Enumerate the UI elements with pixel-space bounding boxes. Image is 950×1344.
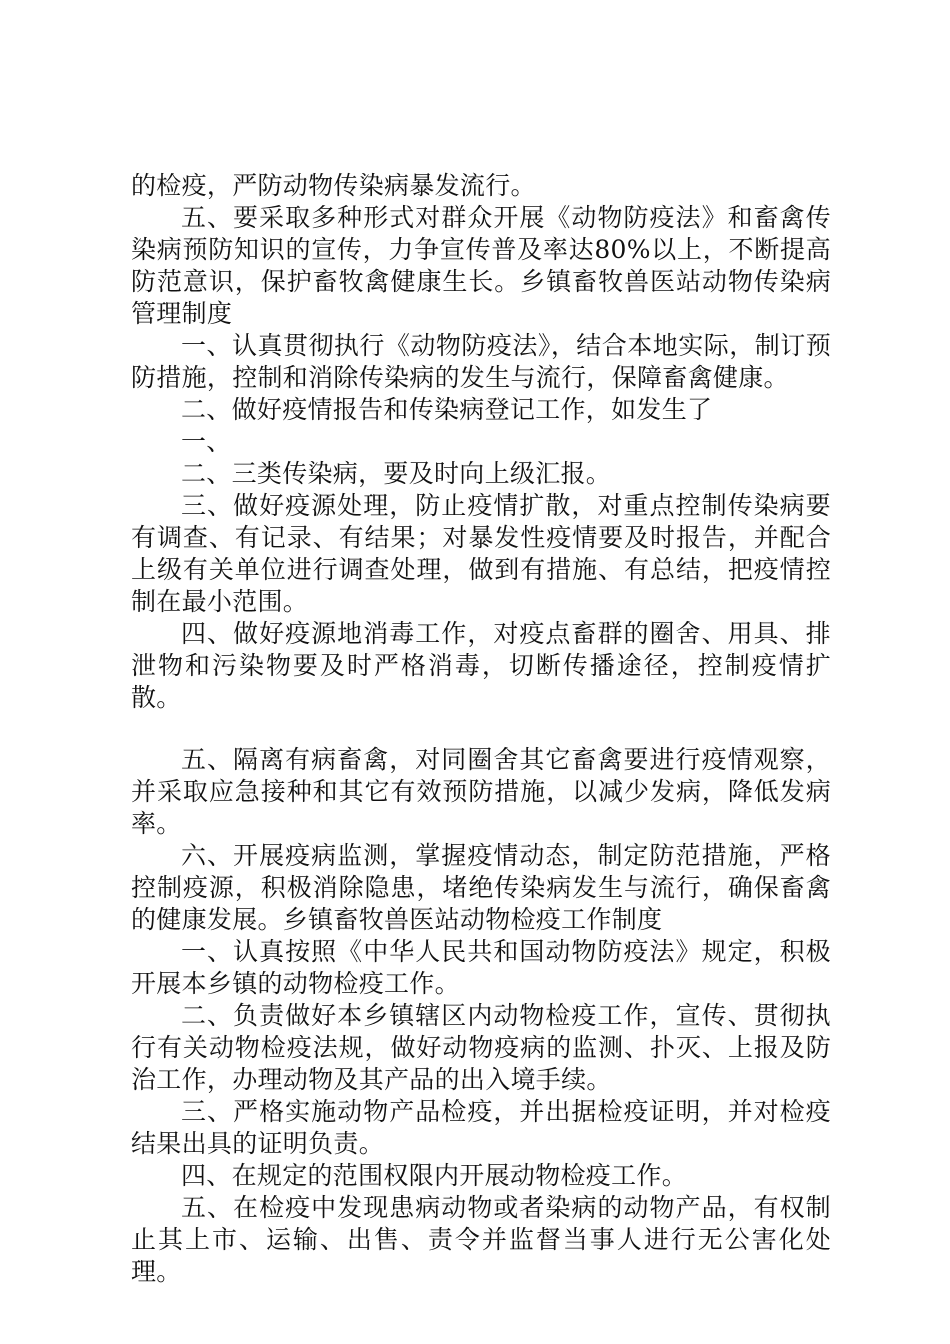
paragraph-7: 四、做好疫源地消毒工作，对疫点畜群的圈舍、用具、排泄物和污染物要及时严格消毒，切断传播途径，控制疫情扩散。 — [131, 619, 831, 712]
paragraph-13: 四、在规定的范围权限内开展动物检疫工作。 — [181, 1161, 688, 1190]
paragraph-5: 二、三类传染病，要及时向上级汇报。 — [181, 459, 612, 488]
paragraph-12: 三、严格实施动物产品检疫，并出据检疫证明，并对检疫结果出具的证明负责。 — [131, 1097, 831, 1158]
paragraph-1: 五、要采取多种形式对群众开展《动物防疫法》和畜禽传染病预防知识的宣传，力争宣传普及率达80%以上，不断提高防范意识，保护畜牧禽健康生长。乡镇畜牧兽医站动物传染病管理制度 — [131, 203, 831, 328]
paragraph-0: 的检疫，严防动物传染病暴发流行。 — [131, 171, 536, 200]
paragraph-9: 六、开展疫病监测，掌握疫情动态，制定防范措施，严格控制疫源，积极消除隐患，堵绝传染病发生与流行，确保畜禽的健康发展。乡镇畜牧兽医站动物检疫工作制度 — [131, 841, 831, 934]
paragraph-14: 五、在检疫中发现患病动物或者染病的动物产品，有权制止其上市、运输、出售、责令并监督当事人进行无公害化处理。 — [131, 1193, 831, 1286]
paragraph-2: 一、认真贯彻执行《动物防疫法》，结合本地实际，制订预防措施，控制和消除传染病的发生与流行，保障畜禽健康。 — [131, 331, 831, 392]
paragraph-11: 二、负责做好本乡镇辖区内动物检疫工作，宣传、贯彻执行有关动物检疫法规，做好动物疫病的监测、扑灭、上报及防治工作，办理动物及其产品的出入境手续。 — [131, 1001, 831, 1094]
document-page — [131, 170, 831, 1288]
paragraph-3: 二、做好疫情报告和传染病登记工作，如发生了 — [181, 395, 713, 424]
paragraph-8: 五、隔离有病畜禽，对同圈舍其它畜禽要进行疫情观察，并采取应急接种和其它有效预防措施，以减少发病，降低发病率。 — [131, 745, 831, 838]
paragraph-6: 三、做好疫源处理，防止疫情扩散，对重点控制传染病要有调查、有记录、有结果；对暴发性疫情要及时报告，并配合上级有关单位进行调查处理，做到有措施、有总结，把疫情控制在最小范围。 — [131, 491, 831, 616]
paragraph-10: 一、认真按照《中华人民共和国动物防疫法》规定，积极开展本乡镇的动物检疫工作。 — [131, 937, 831, 998]
paragraph-gap — [131, 714, 831, 744]
paragraph-4: 一、 — [181, 427, 232, 456]
